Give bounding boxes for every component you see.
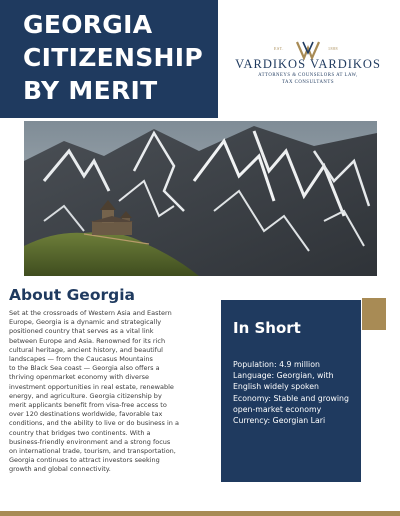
in-short-facts xyxy=(233,359,357,426)
title-banner xyxy=(0,0,218,118)
mountain-church-landscape xyxy=(24,121,377,276)
fact-currency: Currency: Georgian Lari xyxy=(233,416,326,426)
fact-population: Population: 4.9 million xyxy=(233,360,320,369)
about-line: over 120 destinations worldwide, favorable tax xyxy=(9,410,163,419)
page-title-line-1: GEORGIA xyxy=(23,10,153,39)
fact-economy: Economy: Stable and growing xyxy=(233,393,349,403)
about-line: conditions, and the ability to live or do business in a xyxy=(9,419,179,428)
in-short-panel xyxy=(221,300,361,482)
fact-language: Language: Georgian, with xyxy=(233,371,334,381)
about-line: Europe, Georgia is a dynamic and strategically xyxy=(9,318,162,327)
fact-economy-cont: open-market economy xyxy=(233,404,322,414)
firm-subtitle-2: TAX CONSULTANTS xyxy=(282,80,334,85)
gold-accent-block xyxy=(362,298,386,330)
about-line: business-friendly environment and a strong focus xyxy=(9,437,171,446)
in-short-heading: In Short xyxy=(233,319,301,337)
page-title-line-3: BY MERIT xyxy=(23,76,158,105)
logo-est-label: EST. xyxy=(274,46,284,51)
about-line: cultural heritage, ancient history, and beautiful xyxy=(9,345,163,354)
footer-rule xyxy=(0,511,400,516)
about-line: Set at the crossroads of Western Asia and Eastern xyxy=(9,309,172,317)
page-title-line-2: CITIZENSHIP xyxy=(23,43,203,72)
about-line: between Europe and Asia. Renowned for its rich xyxy=(9,336,166,345)
hero-mountain-photo xyxy=(24,121,377,276)
firm-logo xyxy=(228,40,388,96)
about-line: to the Black Sea coast — Georgia also offers a xyxy=(9,364,160,373)
about-line: on international trade, tourism, and transportation, xyxy=(9,447,176,456)
about-body xyxy=(9,309,212,475)
about-line: growth and global connectivity. xyxy=(9,465,111,474)
about-heading: About Georgia xyxy=(9,286,135,304)
about-line: merit applicants benefit from visa-free access to xyxy=(9,401,167,410)
fact-language-cont: English widely spoken xyxy=(233,382,319,392)
about-line: investment opportunities in real estate, renewable xyxy=(9,382,174,391)
about-line: energy, and agriculture. Georgia citizenship by xyxy=(9,391,162,400)
about-line: thriving openmarket economy with diverse xyxy=(9,373,150,382)
about-line: Georgia continues to attract investors seeking xyxy=(9,456,160,465)
about-line: landscapes — from the Caucasus Mountains xyxy=(9,355,153,364)
logo-year-label: 1888 xyxy=(328,46,338,51)
about-line: positioned country that serves as a vital link xyxy=(9,327,154,336)
firm-name: VARDIKOS VARDIKOS xyxy=(235,57,381,71)
firm-subtitle-1: ATTORNEYS & COUNSELORS AT LAW, xyxy=(258,73,358,78)
about-line: country that bridges two continents. With a xyxy=(9,428,151,437)
